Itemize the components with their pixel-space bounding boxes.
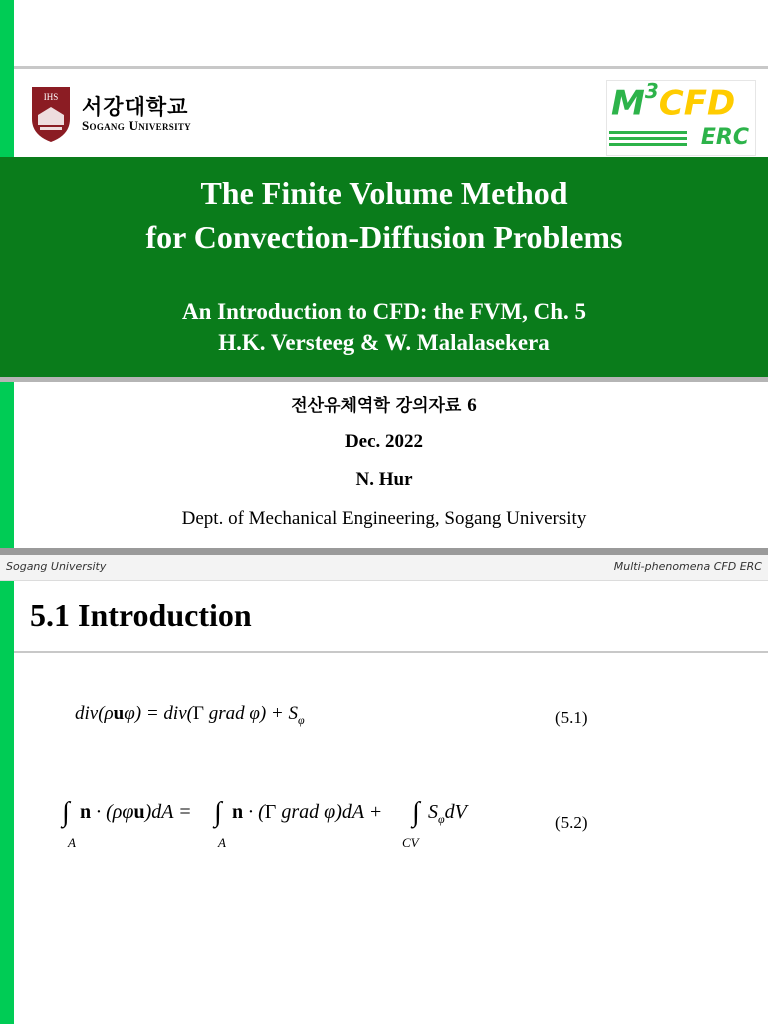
logo-cfd: CFD [658, 83, 736, 124]
accent-bar [0, 555, 14, 1024]
university-name-english: Sogang University [82, 118, 191, 133]
shield-icon [30, 85, 72, 143]
limit-cv: CV [402, 835, 419, 850]
crest-text: IHS [43, 92, 59, 102]
sogang-logo [30, 85, 230, 147]
top-divider [14, 66, 768, 69]
subtitle-line-1: An Introduction to CFD: the FVM, Ch. 5 [182, 299, 586, 324]
author: N. Hur [355, 469, 413, 490]
logo-erc: ERC [700, 125, 749, 150]
footer-right: Multi-phenomena CFD ERC [613, 560, 762, 573]
equation-5-1: div(ρuφ) = div(Γ grad $\varphi) + S_\varphi$ [75, 703, 305, 727]
content-slide [0, 555, 768, 1024]
slide-gap [0, 548, 768, 555]
heading-divider [14, 651, 768, 653]
limit-a2: A [218, 835, 226, 850]
course-title-korean: 전산유체역학 강의자료 [291, 396, 462, 416]
course-title [0, 391, 768, 417]
section-heading: 5.1 Introduction [30, 597, 252, 633]
equation-5-2: ∫ A n · (ρφu)dA = ∫ A n · (Γ grad φ)dA + ∫ CV $S_\varphi dV$ [62, 797, 467, 850]
logo-lines [609, 131, 687, 149]
title-line-1: The Finite Volume Method [200, 175, 568, 211]
title-line-2: for Convection-Diffusion Problems [145, 219, 623, 255]
logo-m: M [611, 83, 645, 124]
department: Dept. of Mechanical Engineering, Sogang University [181, 508, 587, 529]
footer-left: Sogang University [6, 560, 107, 573]
title-banner [0, 157, 768, 377]
date: Dec. 2022 [344, 431, 424, 452]
limit-a1: A [68, 835, 76, 850]
course-number: 6 [467, 395, 477, 416]
banner-shadow [0, 377, 768, 382]
subtitle-line-2: H.K. Versteeg & W. Malalasekera [218, 330, 550, 355]
m3cfd-logo [606, 80, 756, 156]
slide-footer [0, 555, 768, 581]
university-name-korean: 서강대학교 [82, 95, 189, 119]
logo-sup: 3 [644, 79, 659, 103]
equation-5-1-label: (5.1) [555, 708, 588, 727]
equation-5-2-label: (5.2) [555, 813, 588, 832]
